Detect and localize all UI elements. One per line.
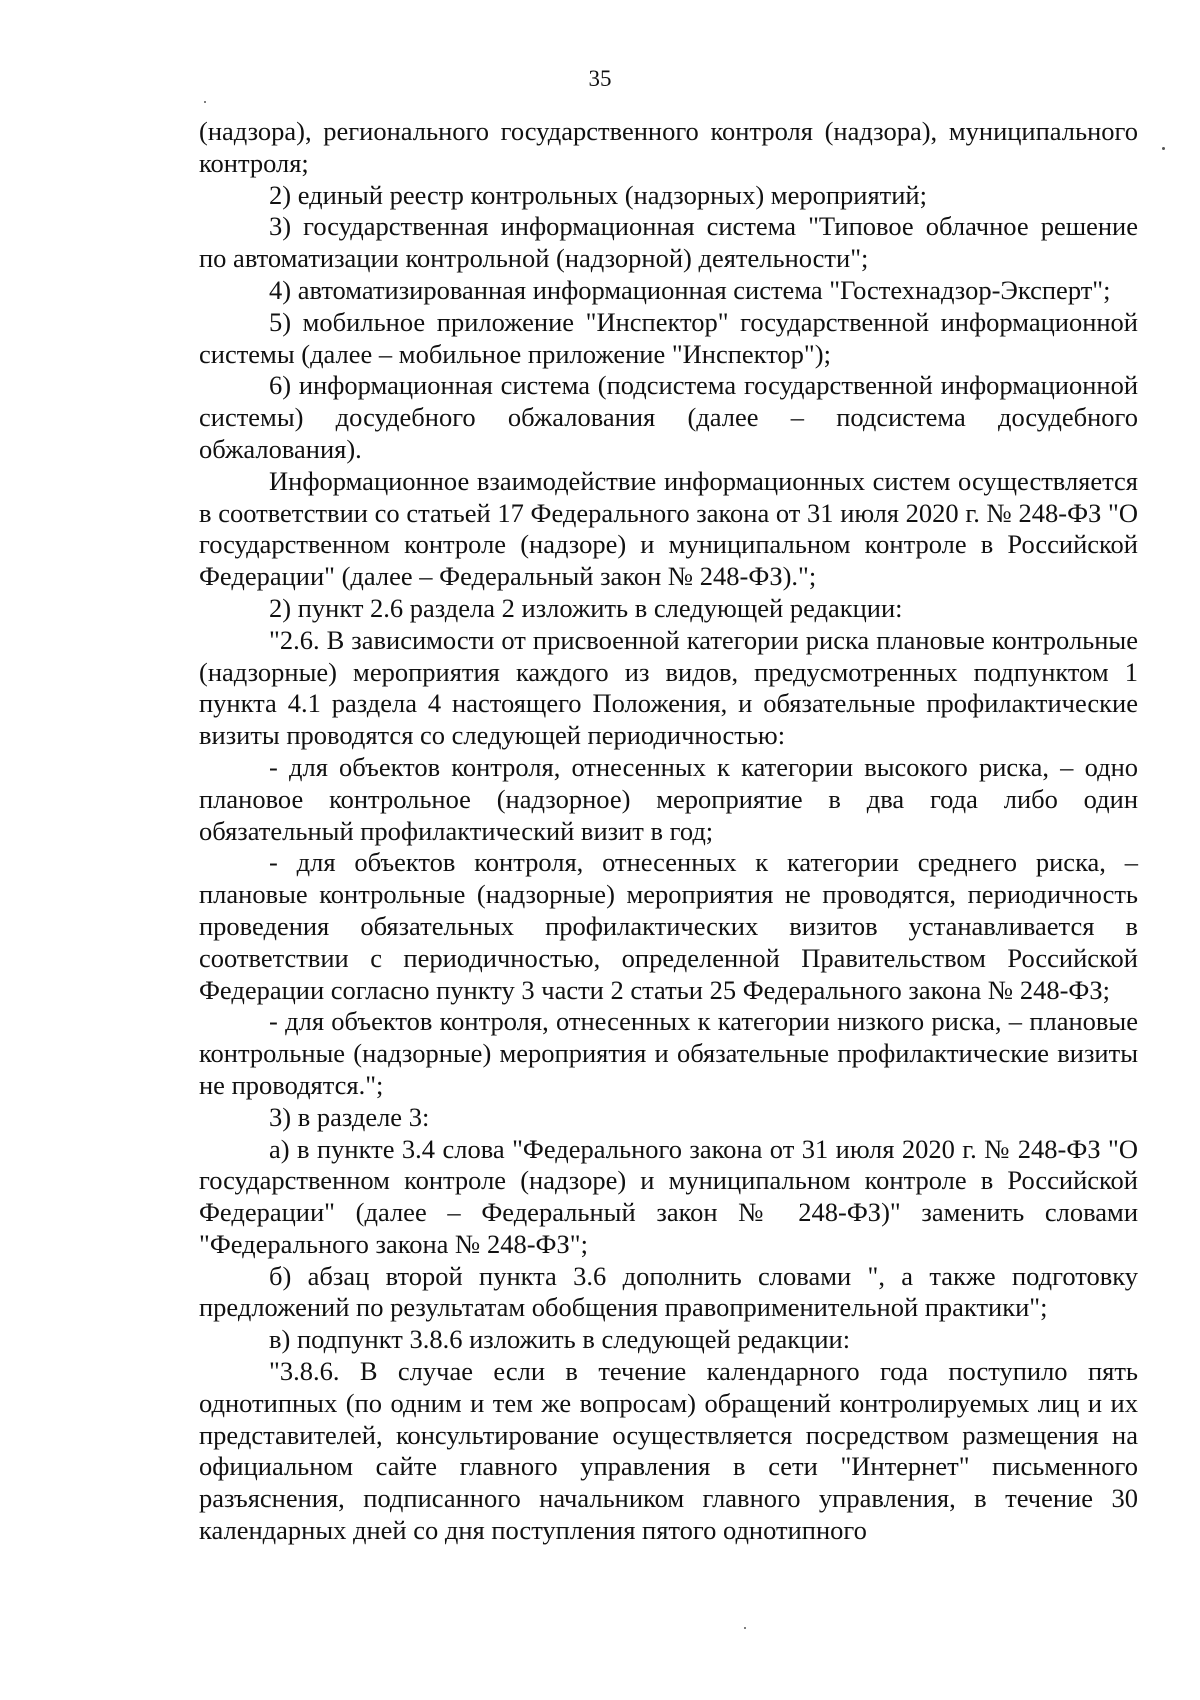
document-paragraph: - для объектов контроля, отнесенных к категории среднего риска, – плановые контрольные (надзорные) мероприятия не проводятся, периодичность проведения обязательных профилактических визитов устанавливается в соответствии с периодичностью, определенной Правительством Российской Федерации согласно пункту 3 части 2 статьи 25 Федерального закона № 248-ФЗ; — [199, 847, 1138, 1005]
document-paragraph: в) подпункт 3.8.6 изложить в следующей редакции: — [269, 1324, 851, 1355]
document-paragraph: (надзора), регионального государственного контроля (надзора), муниципального контроля; — [199, 116, 1138, 178]
document-paragraph: 4) автоматизированная информационная система "Гостехнадзор-Эксперт"; — [269, 274, 1111, 305]
document-paragraph: б) абзац второй пункта 3.6 дополнить словами ", а также подготовку предложений по результатам обобщения правоприменительной практики"; — [199, 1260, 1138, 1323]
document-paragraph: 3) в разделе 3: — [269, 1101, 430, 1132]
document-paragraph: 6) информационная система (подсистема государственной информационной системы) досудебного обжалования (далее – подсистема досудебного обжалования). — [199, 370, 1138, 464]
document-paragraph: а) в пункте 3.4 слова "Федерального закона от 31 июля 2020 г. № 248-ФЗ "О государственном контроле (надзоре) и муниципальном контроле в Российской Федерации" (далее – Федеральный закон № 248-ФЗ)" заменить словами "Федерального закона № 248-ФЗ"; — [199, 1133, 1138, 1259]
scan-speck — [204, 101, 206, 103]
document-paragraph: 3) государственная информационная система "Типовое облачное решение по автоматизации контрольной (надзорной) деятельности"; — [199, 211, 1138, 274]
scan-speck — [1162, 147, 1165, 150]
document-paragraph: "2.6. В зависимости от присвоенной категории риска плановые контрольные (надзорные) мероприятия каждого из видов, предусмотренных подпунктом 1 пункта 4.1 раздела 4 настоящего Положения, и обязательные профилактические визиты проводятся со следующей периодичностью: — [199, 624, 1138, 751]
page-number: 35 — [588, 66, 612, 91]
document-paragraph: 5) мобильное приложение "Инспектор" государственной информационной системы (далее – мобильное приложение "Инспектор"); — [199, 306, 1138, 369]
scan-speck — [744, 1627, 746, 1629]
document-paragraph: 2) единый реестр контрольных (надзорных) мероприятий; — [269, 179, 927, 210]
document-paragraph: - для объектов контроля, отнесенных к категории высокого риска, – одно плановое контрольное (надзорное) мероприятие в два года либо один обязательный профилактический визит в год; — [199, 751, 1138, 846]
document-body — [199, 116, 1138, 1547]
document-paragraph: 2) пункт 2.6 раздела 2 изложить в следующей редакции: — [269, 592, 903, 623]
document-paragraph: Информационное взаимодействие информационных систем осуществляется в соответствии со статьей 17 Федерального закона от 31 июля 2020 г. № 248-ФЗ "О государственном контроле (надзоре) и муниципальном контроле в Российской Федерации" (далее – Федеральный закон № 248-ФЗ)."; — [199, 465, 1138, 592]
document-paragraph: - для объектов контроля, отнесенных к категории низкого риска, – плановые контрольные (надзорные) мероприятия и обязательные профилактические визиты не проводятся."; — [199, 1006, 1138, 1100]
document-paragraph: "3.8.6. В случае если в течение календарного года поступило пять однотипных (по одним и тем же вопросам) обращений контролируемых лиц и их представителей, консультирование осуществляется посредством размещения на официальном сайте главного управления в сети "Интернет" письменного разъяснения, подписанного начальником главного управления, в течение 30 календарных дней со дня поступления пятого однотипного — [199, 1356, 1138, 1546]
